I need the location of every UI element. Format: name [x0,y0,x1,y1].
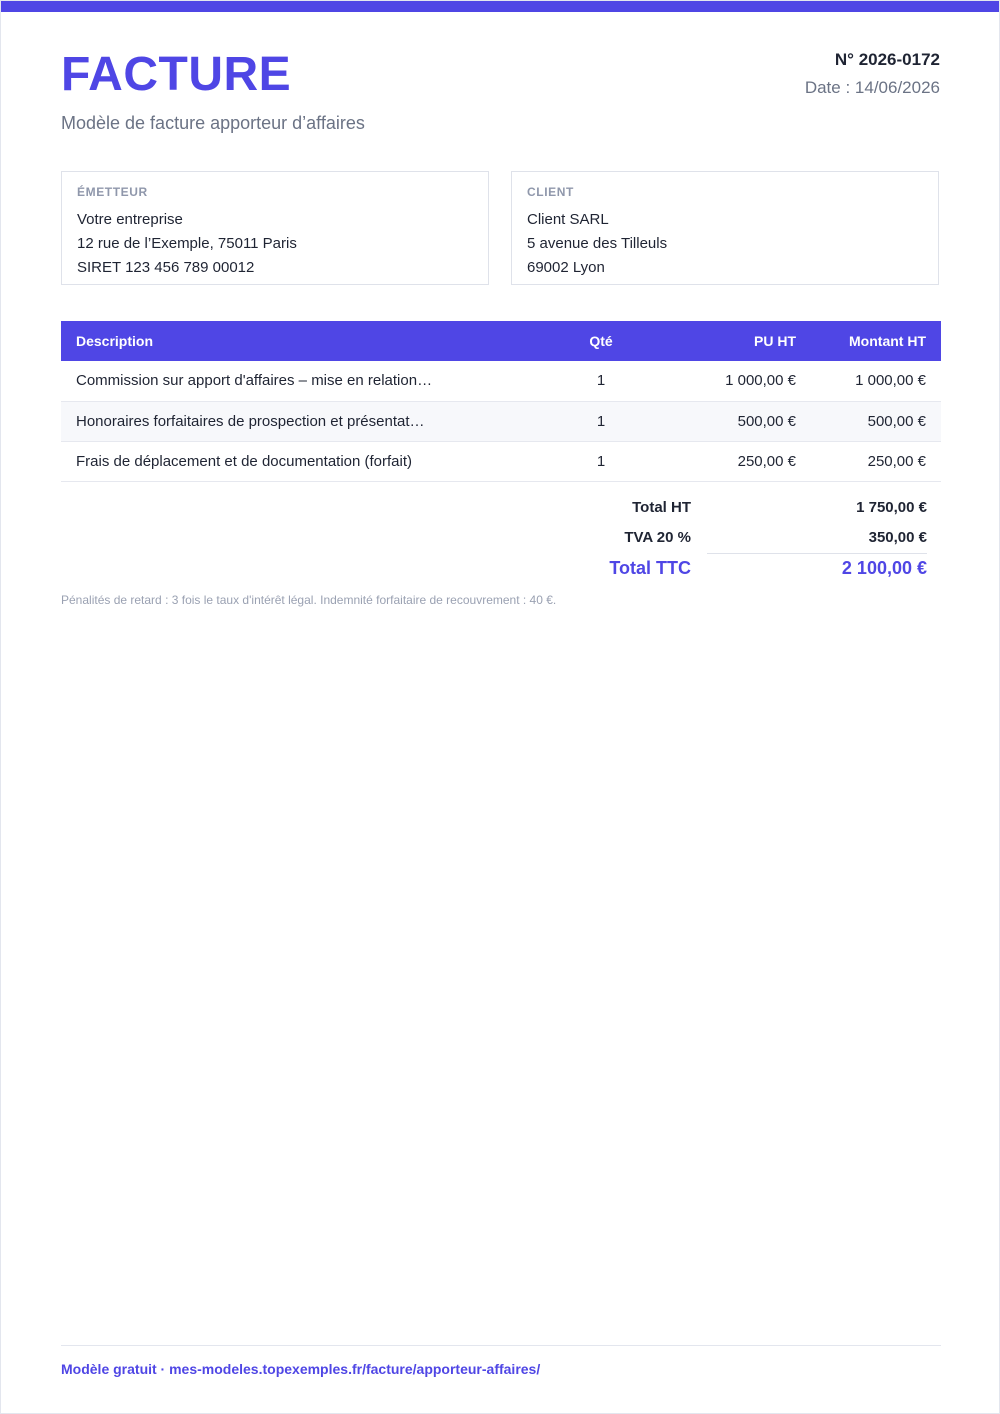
totals-divider [707,553,927,554]
tva-label: TVA 20 % [624,529,691,546]
row-quantity: 1 [531,361,671,401]
top-accent-bar [1,1,999,12]
issuer-siret: SIRET 123 456 789 00012 [77,259,255,276]
issuer-label: ÉMETTEUR [77,185,148,199]
invoice-title: FACTURE [61,48,292,101]
column-header-amount: Montant HT [811,321,941,361]
column-header-unit-price: PU HT [671,321,811,361]
footer-divider [61,1345,941,1346]
table-row [61,401,941,441]
row-quantity: 1 [531,441,671,481]
issuer-box [61,171,489,285]
row-amount: 250,00 € [811,441,941,481]
invoice-date: Date : 14/06/2026 [804,78,940,97]
row-description: Frais de déplacement et de documentation (forfait) [61,441,531,481]
row-unit-price: 500,00 € [671,401,811,441]
row-unit-price: 250,00 € [671,441,811,481]
column-header-quantity: Qté [531,321,671,361]
column-header-description: Description [61,321,531,361]
tva-value: 350,00 € [868,529,927,546]
issuer-address: 12 rue de l’Exemple, 75011 Paris [77,235,297,252]
table-row [61,441,941,481]
client-address: 5 avenue des Tilleuls [527,235,668,252]
table-header-row [61,321,941,361]
footer-text: Modèle gratuit · mes-modeles.topexemples.fr/facture/apporteur-affaires/ [61,1361,541,1377]
client-name: Client SARL [527,211,609,228]
issuer-name: Votre entreprise [77,211,183,228]
row-quantity: 1 [531,401,671,441]
late-payment-note: Pénalités de retard : 3 fois le taux d'intérêt légal. Indemnité forfaitaire de recouvrement : 40 €. [61,593,557,607]
total-ht-label: Total HT [632,499,691,516]
invoice-subtitle: Modèle de facture apporteur d’affaires [61,113,365,133]
row-amount: 1 000,00 € [811,361,941,401]
table-row [61,361,941,401]
row-description: Honoraires forfaitaires de prospection et présentat… [61,401,531,441]
row-description: Commission sur apport d'affaires – mise en relation… [61,361,531,401]
invoice-number: N° 2026-0172 [834,50,940,69]
row-amount: 500,00 € [811,401,941,441]
line-items-table [61,321,941,482]
total-ttc-value: 2 100,00 € [841,558,927,578]
client-city: 69002 Lyon [527,259,605,276]
client-label: CLIENT [527,185,574,199]
total-ttc-label: Total TTC [609,558,691,578]
client-box [511,171,939,285]
row-unit-price: 1 000,00 € [671,361,811,401]
total-ht-value: 1 750,00 € [856,499,927,516]
